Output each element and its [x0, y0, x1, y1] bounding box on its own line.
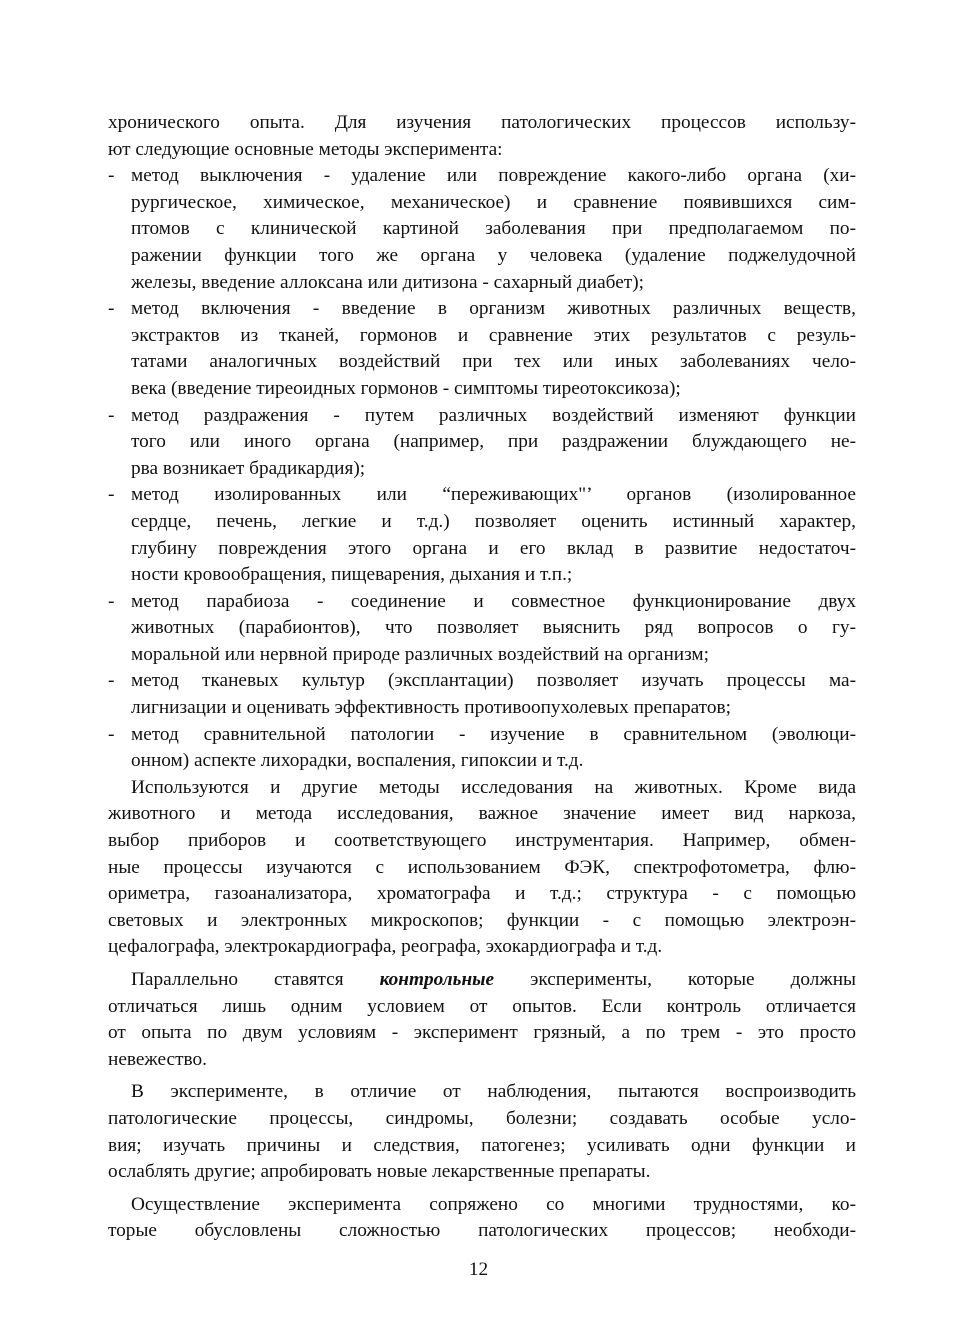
- paragraph-line: торые обусловлены сложностью патологических процессов; необходи-: [108, 1220, 856, 1242]
- paragraph-line: ослаблять другие; апробировать новые лекарственные препараты.: [108, 1161, 651, 1183]
- paragraph-difficulties: [108, 1192, 856, 1245]
- methods-list: [108, 163, 856, 775]
- list-item-line: - метод тканевых культур (эксплантации) позволяет изучать процессы ма-: [108, 668, 856, 695]
- paragraph-line: невежество.: [108, 1048, 207, 1070]
- page-body: [108, 110, 856, 1245]
- paragraph-line: ные процессы изучаются с использованием ФЭК, спектрофотометра, флю-: [108, 856, 856, 878]
- list-item-line: - метод сравнительной патологии - изучение в сравнительном (эволюци-: [108, 722, 856, 749]
- list-item-line: ражении функции того же органа у человека (удаление поджелудочной: [131, 244, 856, 266]
- list-item-line: века (введение тиреоидных гормонов - симптомы тиреотоксикоза);: [131, 377, 681, 399]
- list-item-line: онном) аспекте лихорадки, воспаления, гипоксии и т.д.: [131, 750, 584, 772]
- paragraph-experiment-goals: [108, 1079, 856, 1185]
- list-item-line: - метод выключения - удаление или повреждение какого-либо органа (хи-: [108, 163, 856, 190]
- list-item-line: ности кровообращения, пищеварения, дыхания и т.п.;: [131, 564, 573, 586]
- list-item-line: животных (парабионтов), что позволяет выяснить ряд вопросов о гу-: [131, 617, 856, 639]
- list-item: [108, 722, 856, 775]
- list-item-line: глубину повреждения этого органа и его вклад в развитие недостаточ-: [131, 537, 856, 559]
- list-item: [108, 163, 856, 296]
- paragraph-line: ориметра, газоанализатора, хроматографа и т.д.; структура - с помощью: [108, 883, 856, 905]
- page-number: 12: [468, 1259, 489, 1280]
- list-item-line: экстрактов из тканей, гормонов и сравнение этих результатов с резуль-: [131, 324, 856, 346]
- paragraph-control-experiments: [108, 967, 856, 1073]
- bullet-dash: -: [108, 590, 115, 612]
- intro-line-1: хронического опыта. Для изучения патологических процессов использу-: [108, 112, 856, 133]
- list-item-line: того или иного органа (например, при раздражении блуждающего не-: [131, 431, 856, 453]
- paragraph-line: цефалографа, электрокардиографа, реографа, эхокардиографа и т.д.: [108, 936, 663, 958]
- paragraph-line: от опыта по двум условиям - эксперимент грязный, а по трем - это просто: [108, 1022, 856, 1044]
- bullet-dash: -: [108, 723, 115, 745]
- paragraph-line: Используются и другие методы исследования на животных. Кроме вида: [131, 776, 856, 798]
- list-item-line: - метод раздражения - путем различных воздействий изменяют функции: [108, 403, 856, 430]
- list-item-line: - метод включения - введение в организм животных различных веществ,: [108, 296, 856, 323]
- list-item-line: лигнизации и оценивать эффективность противоопухолевых препаратов;: [131, 697, 731, 719]
- list-item: [108, 482, 856, 588]
- list-item: [108, 668, 856, 721]
- list-item-line: рургическое, химическое, механическое) и сравнение появившихся сим-: [131, 191, 856, 213]
- paragraph-line: Осуществление эксперимента сопряжено со многими трудностями, ко-: [131, 1193, 856, 1215]
- list-item-line: птомов с клинической картиной заболевания при предполагаемом по-: [131, 218, 856, 240]
- list-item-line: моральной или нервной природе различных воздействий на организм;: [131, 643, 709, 665]
- paragraph-line: патологические процессы, синдромы, болезни; создавать особые усло-: [108, 1107, 856, 1129]
- paragraph-line: выбор приборов и соответствующего инструментария. Например, обмен-: [108, 830, 856, 852]
- paragraph-line: световых и электронных микроскопов; функции - с помощью электроэн-: [108, 909, 856, 931]
- list-item-line: железы, введение аллоксана или дитизона - сахарный диабет);: [131, 271, 644, 293]
- list-item: [108, 403, 856, 483]
- list-item-line: - метод парабиоза - соединение и совместное функционирование двух: [108, 589, 856, 616]
- bullet-dash: -: [108, 404, 115, 426]
- paragraph-line: животного и метода исследования, важное значение имеет вид наркоза,: [108, 803, 856, 825]
- bullet-dash: -: [108, 484, 115, 506]
- paragraph-line: вия; изучать причины и следствия, патогенез; усиливать одни функции и: [108, 1134, 856, 1156]
- paragraph-line: В эксперименте, в отличие от наблюдения, пытаются воспроизводить: [131, 1081, 856, 1103]
- bullet-dash: -: [108, 670, 115, 692]
- list-item-line: рва возникает брадикардия);: [131, 457, 366, 479]
- list-item-line: татами аналогичных воздействий при тех или иных заболеваниях чело-: [131, 351, 856, 373]
- paragraph-line: Параллельно ставятся контрольные эксперименты, которые должны: [131, 969, 856, 990]
- list-item-line: - метод изолированных или “переживающих"’ органов (изолированное: [108, 482, 856, 509]
- list-item-line: сердце, печень, легкие и т.д.) позволяет оценить истинный характер,: [131, 510, 856, 532]
- intro-line-2: ют следующие основные методы эксперимента:: [108, 138, 503, 160]
- list-item: [108, 296, 856, 402]
- paragraph-line: отличаться лишь одним условием от опытов. Если контроль отличается: [108, 995, 856, 1017]
- paragraph-other-methods: [108, 775, 856, 961]
- bullet-dash: -: [108, 298, 115, 320]
- emphasis-term: контрольные: [379, 969, 495, 990]
- list-item: [108, 589, 856, 669]
- bullet-dash: -: [108, 165, 115, 187]
